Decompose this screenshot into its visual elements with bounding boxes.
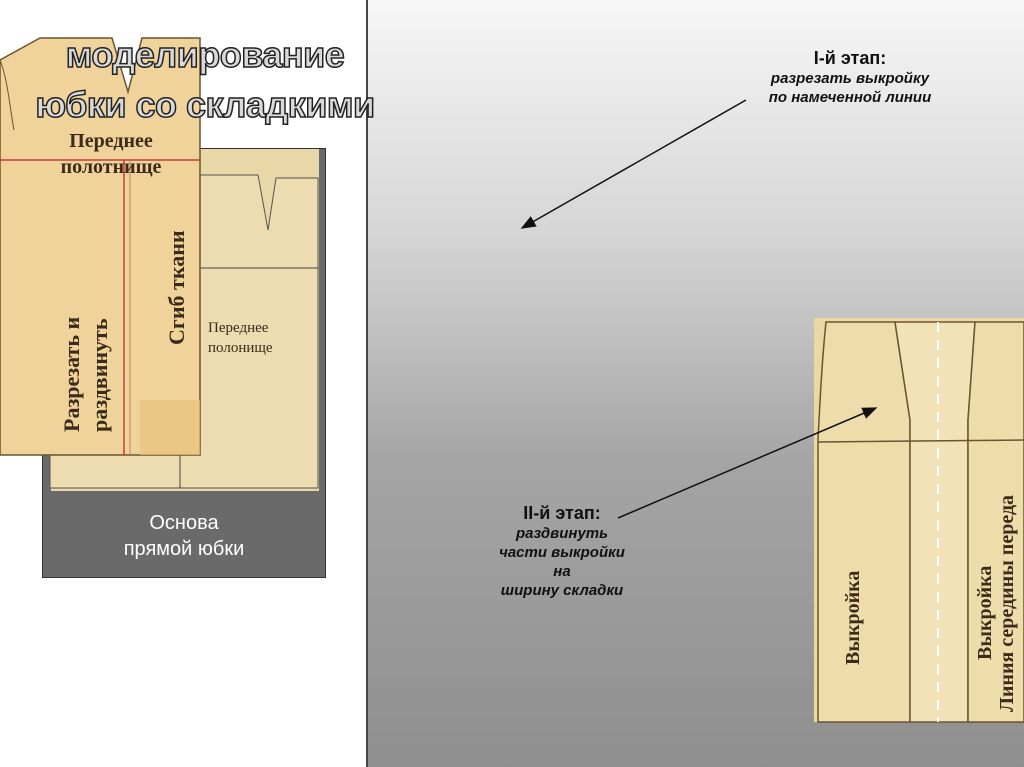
front-panel-heading: Переднее полотнище xyxy=(60,130,162,178)
fabric-fold-label: Сгиб ткани xyxy=(164,230,189,345)
stage2-arrow xyxy=(618,408,876,518)
stage1-heading: I-й этап: xyxy=(813,48,887,68)
stage1-text: I-й этап: разрезать выкройку по намеченной линии xyxy=(730,48,970,107)
stage2-heading: II-й этап: xyxy=(523,503,601,523)
stage2-text: II-й этап: раздвинуть части выкройки на ширину складки xyxy=(452,503,672,600)
pattern-label-1: Выкройка xyxy=(842,570,864,665)
cut-and-spread-label: Разрезать и раздвинуть xyxy=(59,316,112,432)
base-sheet-label: Переднее полонище xyxy=(208,320,273,356)
stage1-arrow xyxy=(522,100,746,228)
center-front-line-label: Линия середины переда xyxy=(996,494,1018,712)
pattern-label-2: Выкройка xyxy=(974,565,996,660)
base-card-caption: Основа прямой юбки xyxy=(123,512,245,560)
slide-title: моделирование юбки со складкими xyxy=(35,34,375,125)
